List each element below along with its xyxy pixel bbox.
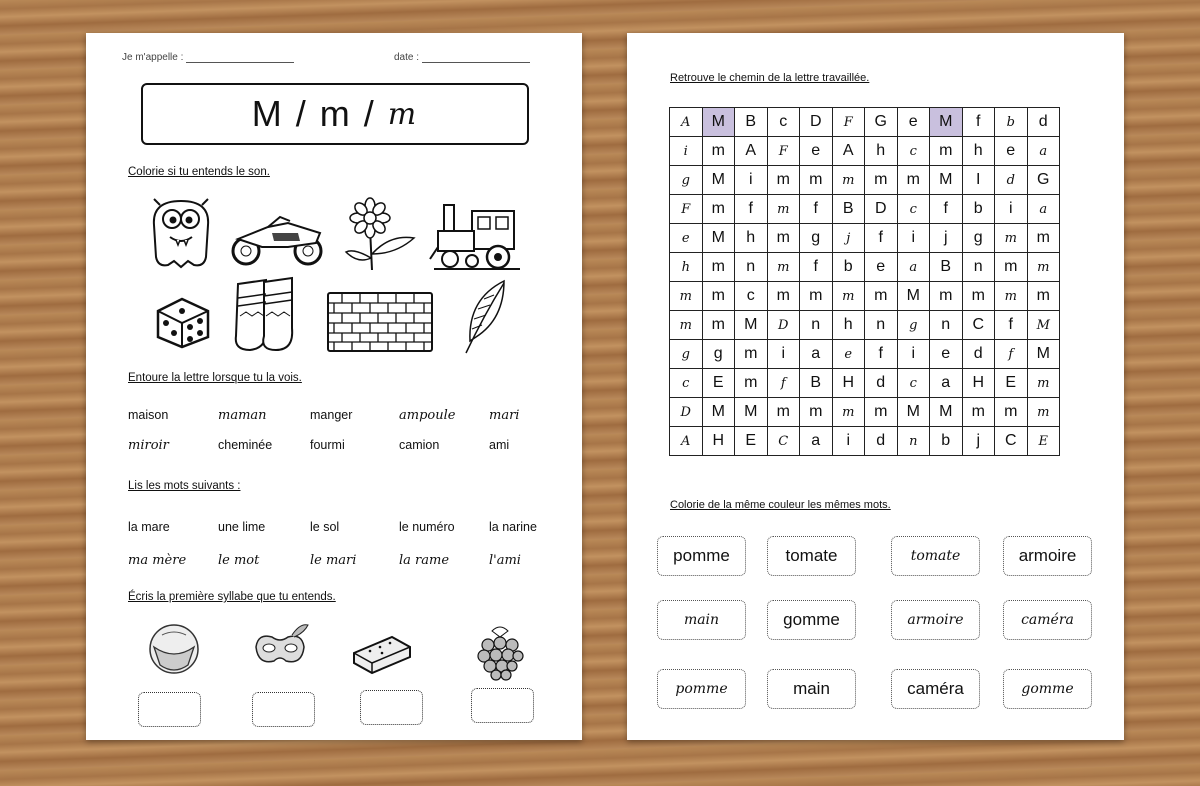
grid-cell[interactable]: m: [930, 282, 963, 311]
grid-cell[interactable]: a: [930, 369, 963, 398]
grid-cell[interactable]: C: [962, 311, 995, 340]
grid-cell[interactable]: m: [1027, 224, 1060, 253]
grid-cell[interactable]: i: [897, 224, 930, 253]
grid-cell[interactable]: h: [962, 137, 995, 166]
worksheet-page-left: [86, 33, 582, 740]
date-line[interactable]: [422, 52, 530, 63]
grid-cell[interactable]: B: [930, 253, 963, 282]
grid-row: [670, 340, 1060, 369]
grid-cell[interactable]: n: [865, 311, 898, 340]
feather-icon: [464, 279, 510, 355]
grid-cell[interactable]: m: [702, 137, 735, 166]
grid-cell[interactable]: i: [832, 427, 865, 456]
grid-cell[interactable]: H: [962, 369, 995, 398]
match-word-box[interactable]: pomme: [657, 669, 746, 709]
grid-cell[interactable]: e: [897, 108, 930, 137]
grid-cell[interactable]: M: [1027, 340, 1060, 369]
name-label: Je m'appelle :: [122, 52, 184, 63]
grid-cell[interactable]: a: [897, 253, 930, 282]
match-word-box[interactable]: tomate: [767, 536, 856, 576]
grid-cell[interactable]: c: [767, 108, 800, 137]
match-word-box[interactable]: gomme: [1003, 669, 1092, 709]
grid-cell[interactable]: B: [735, 108, 768, 137]
grid-cell[interactable]: h: [670, 253, 703, 282]
grid-cell[interactable]: m: [735, 369, 768, 398]
match-word-box[interactable]: caméra: [1003, 600, 1092, 640]
grid-cell[interactable]: f: [865, 224, 898, 253]
grid-cell[interactable]: A: [670, 427, 703, 456]
grid-cell[interactable]: D: [767, 311, 800, 340]
instruction-circle: Entoure la lettre lorsque tu la vois.: [128, 372, 302, 384]
instruction-path: Retrouve le chemin de la lettre travaillée.: [670, 72, 870, 84]
read-word: le mot: [218, 553, 260, 568]
grid-cell[interactable]: m: [995, 224, 1028, 253]
grid-cell[interactable]: A: [735, 137, 768, 166]
grid-cell[interactable]: G: [865, 108, 898, 137]
grid-cell[interactable]: i: [897, 340, 930, 369]
grid-cell[interactable]: M: [735, 311, 768, 340]
grid-cell[interactable]: f: [962, 108, 995, 137]
read-word: la rame: [399, 553, 450, 568]
grid-cell[interactable]: M: [702, 224, 735, 253]
grid-cell[interactable]: j: [832, 224, 865, 253]
grid-cell[interactable]: m: [735, 340, 768, 369]
grid-cell[interactable]: g: [702, 340, 735, 369]
name-line[interactable]: [186, 52, 294, 63]
read-word: le mari: [310, 553, 357, 568]
grid-cell[interactable]: M: [897, 282, 930, 311]
worksheet-page-right: [627, 33, 1124, 740]
grid-cell[interactable]: a: [800, 340, 833, 369]
grid-cell[interactable]: m: [767, 195, 800, 224]
grid-cell[interactable]: m: [865, 166, 898, 195]
grid-cell[interactable]: c: [670, 369, 703, 398]
grid-cell[interactable]: f: [995, 340, 1028, 369]
grid-cell[interactable]: m: [865, 398, 898, 427]
grid-row: [670, 195, 1060, 224]
grid-cell[interactable]: f: [930, 195, 963, 224]
grid-cell[interactable]: D: [865, 195, 898, 224]
grid-cell[interactable]: m: [702, 311, 735, 340]
grid-cell[interactable]: m: [962, 398, 995, 427]
read-word: le numéro: [399, 520, 455, 534]
letter-title: [141, 83, 529, 145]
grid-cell[interactable]: H: [702, 427, 735, 456]
grid-row: [670, 166, 1060, 195]
grid-cell[interactable]: d: [865, 369, 898, 398]
grid-cell[interactable]: m: [1027, 282, 1060, 311]
grid-cell[interactable]: m: [995, 398, 1028, 427]
circle-word: mari: [489, 408, 520, 423]
grid-cell[interactable]: m: [702, 195, 735, 224]
grid-cell[interactable]: m: [897, 166, 930, 195]
grid-cell[interactable]: m: [670, 282, 703, 311]
grid-cell[interactable]: G: [1027, 166, 1060, 195]
read-word: la mare: [128, 520, 170, 534]
grid-cell[interactable]: B: [832, 195, 865, 224]
grid-cell[interactable]: m: [962, 282, 995, 311]
grid-cell[interactable]: M: [930, 398, 963, 427]
grid-cell[interactable]: e: [865, 253, 898, 282]
match-word-box[interactable]: armoire: [891, 600, 980, 640]
grid-cell[interactable]: m: [702, 253, 735, 282]
grid-cell[interactable]: d: [1027, 108, 1060, 137]
grid-cell[interactable]: e: [670, 224, 703, 253]
match-word-box[interactable]: main: [657, 600, 746, 640]
grid-cell[interactable]: n: [800, 311, 833, 340]
mattress-icon: [352, 633, 412, 675]
grid-cell[interactable]: m: [1027, 369, 1060, 398]
grid-cell[interactable]: B: [800, 369, 833, 398]
grid-cell[interactable]: M: [930, 166, 963, 195]
monster-icon: [146, 195, 216, 273]
grid-cell[interactable]: m: [865, 282, 898, 311]
circle-word: ampoule: [399, 408, 456, 423]
grid-row: [670, 253, 1060, 282]
grid-row: [670, 224, 1060, 253]
train-icon: [430, 203, 522, 271]
grid-cell[interactable]: m: [832, 398, 865, 427]
grid-cell[interactable]: m: [832, 282, 865, 311]
grid-cell[interactable]: f: [735, 195, 768, 224]
grid-cell[interactable]: m: [767, 398, 800, 427]
grid-row: [670, 369, 1060, 398]
grid-cell[interactable]: n: [962, 253, 995, 282]
flower-icon: [344, 198, 420, 270]
grid-cell[interactable]: M: [930, 108, 963, 137]
raspberry-icon: [472, 623, 528, 681]
syllable-box-1[interactable]: [138, 692, 201, 727]
grid-cell[interactable]: H: [832, 369, 865, 398]
grid-cell[interactable]: m: [832, 166, 865, 195]
match-word-box[interactable]: main: [767, 669, 856, 709]
grid-cell[interactable]: h: [832, 311, 865, 340]
grid-cell[interactable]: m: [800, 398, 833, 427]
grid-cell[interactable]: g: [962, 224, 995, 253]
grid-cell[interactable]: M: [702, 398, 735, 427]
grid-cell[interactable]: D: [800, 108, 833, 137]
grid-cell[interactable]: d: [962, 340, 995, 369]
grid-cell[interactable]: m: [995, 253, 1028, 282]
syllable-box-4[interactable]: [471, 688, 534, 723]
grid-cell[interactable]: b: [930, 427, 963, 456]
grid-cell[interactable]: g: [670, 340, 703, 369]
grid-cell[interactable]: a: [1027, 195, 1060, 224]
grid-cell[interactable]: j: [930, 224, 963, 253]
title-print: M / m /: [251, 93, 388, 134]
instruction-read: Lis les mots suivants :: [128, 480, 241, 492]
grid-cell[interactable]: h: [865, 137, 898, 166]
grid-cell[interactable]: n: [735, 253, 768, 282]
grid-cell[interactable]: m: [1027, 253, 1060, 282]
match-word-box[interactable]: armoire: [1003, 536, 1092, 576]
grid-cell[interactable]: f: [995, 311, 1028, 340]
instruction-match: Colorie de la même couleur les mêmes mots.: [670, 499, 891, 511]
grid-cell[interactable]: e: [995, 137, 1028, 166]
grid-cell[interactable]: C: [767, 427, 800, 456]
grid-cell[interactable]: g: [670, 166, 703, 195]
circle-word: camion: [399, 438, 440, 452]
grid-cell[interactable]: a: [1027, 137, 1060, 166]
circle-word: maman: [218, 408, 267, 423]
circle-word: cheminée: [218, 438, 273, 452]
circle-word: fourmi: [310, 438, 345, 452]
grid-cell[interactable]: m: [767, 253, 800, 282]
grid-cell[interactable]: E: [702, 369, 735, 398]
title-cursive: m: [387, 96, 419, 132]
circle-word: miroir: [128, 438, 169, 453]
melon-icon: [148, 621, 200, 679]
mask-icon: [252, 621, 308, 677]
circle-word: maison: [128, 408, 169, 422]
read-word: ma mère: [128, 553, 187, 568]
grid-cell[interactable]: F: [670, 195, 703, 224]
grid-cell[interactable]: I: [962, 166, 995, 195]
grid-cell[interactable]: f: [800, 253, 833, 282]
grid-cell[interactable]: A: [832, 137, 865, 166]
syllable-box-2[interactable]: [252, 692, 315, 727]
grid-cell[interactable]: A: [670, 108, 703, 137]
socks-icon: [230, 276, 305, 356]
grid-cell[interactable]: b: [832, 253, 865, 282]
match-word-box[interactable]: caméra: [891, 669, 980, 709]
grid-cell[interactable]: F: [767, 137, 800, 166]
letter-path-grid: [669, 107, 1060, 456]
motorbike-icon: [228, 213, 328, 268]
grid-row: [670, 427, 1060, 456]
grid-row: [670, 108, 1060, 137]
grid-cell[interactable]: e: [832, 340, 865, 369]
grid-cell[interactable]: g: [897, 311, 930, 340]
circle-word: ami: [489, 438, 510, 452]
grid-cell[interactable]: m: [767, 224, 800, 253]
grid-cell[interactable]: D: [670, 398, 703, 427]
grid-cell[interactable]: M: [702, 108, 735, 137]
dice-icon: [152, 291, 214, 349]
instruction-write: Écris la première syllabe que tu entends.: [128, 591, 336, 603]
read-word: le sol: [310, 520, 340, 534]
grid-cell[interactable]: M: [1027, 311, 1060, 340]
grid-cell[interactable]: n: [930, 311, 963, 340]
grid-cell[interactable]: c: [897, 369, 930, 398]
grid-cell[interactable]: m: [702, 282, 735, 311]
grid-cell[interactable]: f: [767, 369, 800, 398]
grid-cell[interactable]: m: [1027, 398, 1060, 427]
grid-cell[interactable]: M: [702, 166, 735, 195]
read-word: l'ami: [489, 553, 521, 568]
grid-cell[interactable]: c: [735, 282, 768, 311]
grid-cell[interactable]: j: [962, 427, 995, 456]
grid-cell[interactable]: m: [995, 282, 1028, 311]
grid-row: [670, 398, 1060, 427]
grid-cell[interactable]: E: [735, 427, 768, 456]
grid-cell[interactable]: M: [897, 398, 930, 427]
grid-cell[interactable]: d: [865, 427, 898, 456]
grid-cell[interactable]: f: [800, 195, 833, 224]
syllable-box-3[interactable]: [360, 690, 423, 725]
grid-row: [670, 137, 1060, 166]
grid-cell[interactable]: e: [930, 340, 963, 369]
read-word: la narine: [489, 520, 537, 534]
grid-cell[interactable]: m: [767, 166, 800, 195]
date-field: [394, 52, 530, 63]
grid-cell[interactable]: i: [767, 340, 800, 369]
name-field: [122, 52, 294, 63]
grid-cell[interactable]: c: [897, 137, 930, 166]
grid-cell[interactable]: b: [995, 108, 1028, 137]
date-label: date :: [394, 52, 420, 63]
grid-cell[interactable]: m: [670, 311, 703, 340]
grid-cell[interactable]: E: [1027, 427, 1060, 456]
grid-cell[interactable]: C: [995, 427, 1028, 456]
grid-cell[interactable]: m: [767, 282, 800, 311]
match-word-box[interactable]: gomme: [767, 600, 856, 640]
brick-wall-icon: [326, 291, 436, 355]
grid-cell[interactable]: i: [735, 166, 768, 195]
match-word-box[interactable]: pomme: [657, 536, 746, 576]
grid-cell[interactable]: h: [735, 224, 768, 253]
grid-cell[interactable]: f: [865, 340, 898, 369]
grid-row: [670, 282, 1060, 311]
grid-cell[interactable]: m: [800, 282, 833, 311]
grid-cell[interactable]: F: [832, 108, 865, 137]
circle-word: manger: [310, 408, 353, 422]
grid-cell[interactable]: b: [962, 195, 995, 224]
grid-cell[interactable]: e: [800, 137, 833, 166]
grid-cell[interactable]: M: [735, 398, 768, 427]
grid-cell[interactable]: m: [800, 166, 833, 195]
grid-cell[interactable]: n: [897, 427, 930, 456]
grid-cell[interactable]: c: [897, 195, 930, 224]
match-word-box[interactable]: tomate: [891, 536, 980, 576]
grid-cell[interactable]: a: [800, 427, 833, 456]
grid-cell[interactable]: g: [800, 224, 833, 253]
grid-row: [670, 311, 1060, 340]
grid-cell[interactable]: E: [995, 369, 1028, 398]
read-word: une lime: [218, 520, 266, 534]
grid-cell[interactable]: d: [995, 166, 1028, 195]
instruction-color: Colorie si tu entends le son.: [128, 166, 270, 178]
grid-cell[interactable]: i: [670, 137, 703, 166]
grid-cell[interactable]: i: [995, 195, 1028, 224]
grid-cell[interactable]: m: [930, 137, 963, 166]
